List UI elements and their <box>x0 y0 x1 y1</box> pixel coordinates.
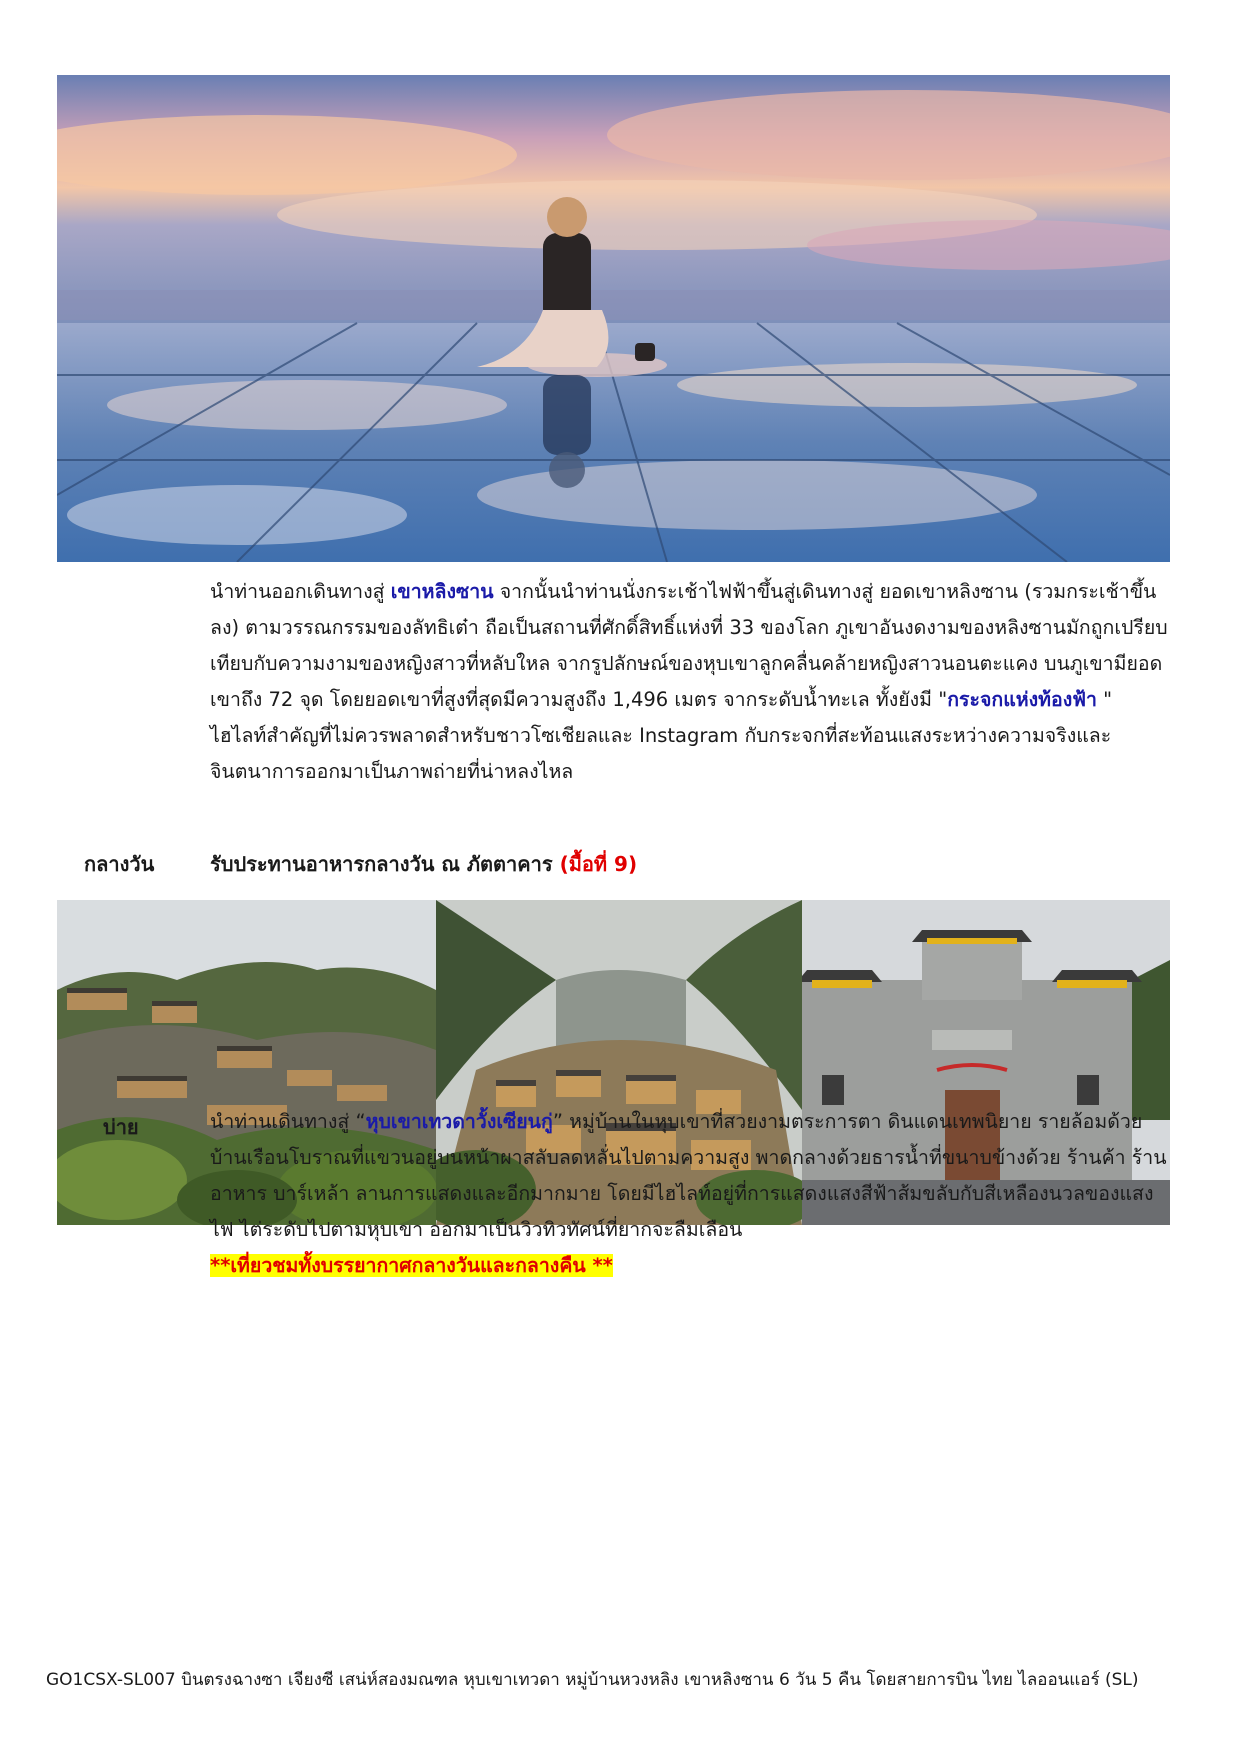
paragraph-tail: " ไฮไลท์สำคัญที่ไม่ควรพลาดสำหรับชาวโซเชียลและ Instagram กับกระจกที่สะท้อนแสงระหว่างความจริงและจินตนาการออกมาเป็นภาพถ่ายที่น่าหลงไหล <box>210 688 1113 783</box>
lunch-text: รับประทานอาหารกลางวัน ณ ภัตตาคาร <box>210 852 560 876</box>
hero-photo-sky-mirror <box>57 75 1170 562</box>
paragraph-body: จากนั้นนำท่านนั่งกระเช้าไฟฟ้าขึ้นสู่เดินทางสู่ ยอดเขาหลิงซาน (รวมกระเช้าขึ้นลง) ตามวรรณกรรมของลัทธิเต๋า ถือเป็นสถานที่ศักดิ์สิทธิ์แห่งที่ 33 ของโลก ภูเขาอันงดงามของหลิงซานมักถูกเปรียบเทียบกับความงามของหญิงสาวที่หลับใหล จากรูปลักษณ์ของหุบเขาลูกคลื่นคล้ายหญิงสาวนอนตะแคง บนภูเขามียอดเขาถึง 72 จุด โดยยอดเขาที่สูงที่สุดมีความสูงถึง 1,496 เมตร จากระดับน้ำทะเล ทั้งยังมี " <box>210 580 1168 711</box>
tour-code-footer: GO1CSX-SL007 บินตรงฉางซา เจียงซี เสน่ห์สองมณฑล หุบเขาเทวดา หมู่บ้านหวงหลิง เขาหลิงซาน 6 วัน 5 คืน โดยสายการบิน ไทย ไลออนแอร์ (SL) <box>46 1670 1139 1690</box>
midday-label: กลางวัน <box>84 852 155 876</box>
sky-mirror-highlight: กระจกแห่งท้องฟ้า <box>947 688 1097 711</box>
afternoon-lead: นำท่านเดินทางสู่ “ <box>210 1110 366 1133</box>
day-and-night-note: **เที่ยวชมทั้งบรรยากาศกลางวันและกลางคืน ** <box>210 1254 613 1277</box>
lunch-line <box>210 848 637 880</box>
wangxiangu-paragraph <box>210 1104 1170 1284</box>
meal-number-tag: (มื้อที่ 9) <box>559 852 638 876</box>
afternoon-label: บ่าย <box>103 1115 139 1139</box>
lingshan-place-name: เขาหลิงซาน <box>390 580 494 603</box>
lingshan-paragraph <box>210 574 1170 790</box>
afternoon-body: ” หมู่บ้านในหุบเขาที่สวยงามตระการตา ดินแดนเทพนิยาย รายล้อมด้วยบ้านเรือนโบราณที่แขวนอยู่บนหน้าผาสลับลดหลั่นไปตามความสูง พาดกลางด้วยธารน้ำที่ขนาบข้างด้วย ร้านค้า ร้านอาหาร บาร์เหล้า ลานการแสดงและอีกมากมาย โดยมีไฮไลท์อยู่ที่การแสดงแสงสีฟ้าส้มขลับกับสีเหลืองนวลของแสงไฟ ไต่ระดับไปตามหุบเขา ออกมาเป็นวิวทิวทัศน์ที่ยากจะลืมเลือน <box>210 1110 1167 1241</box>
paragraph-lead: นำท่านออกเดินทางสู่ <box>210 580 391 603</box>
wangxiangu-place-name: หุบเขาเทวดาวั้งเซียนกู่ <box>365 1110 553 1133</box>
